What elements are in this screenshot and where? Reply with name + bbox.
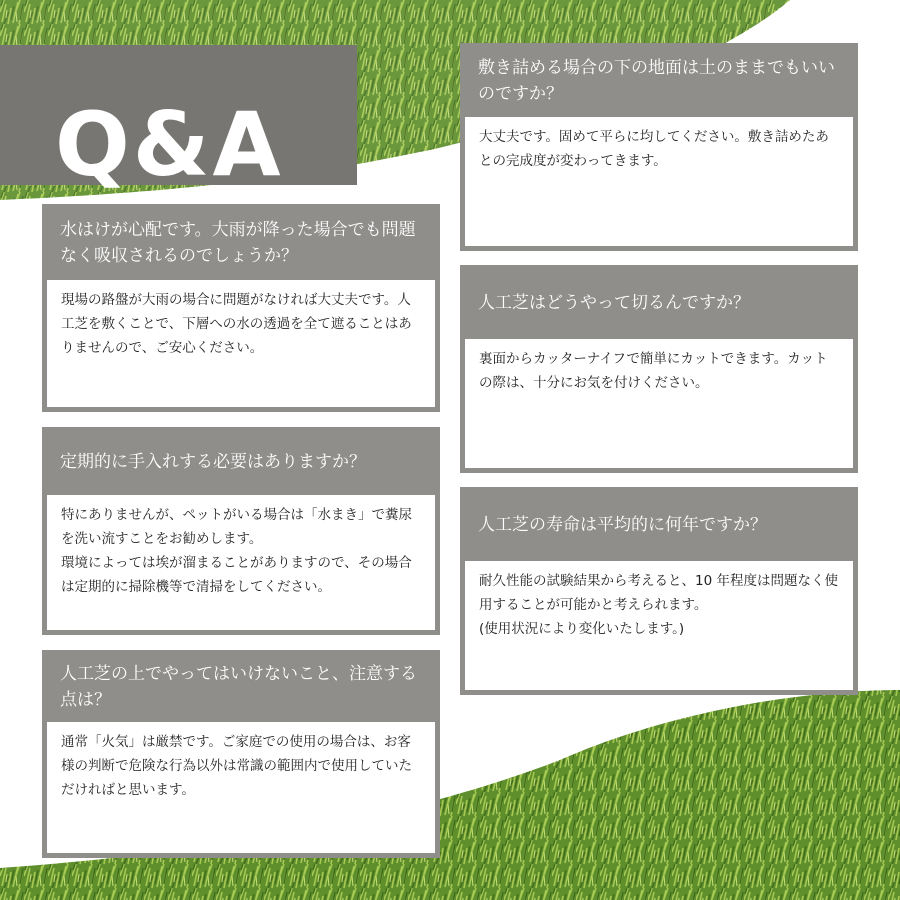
qa-card-drainage [42,204,440,412]
qa-card-cautions [42,650,440,858]
qa-card-ground [460,43,858,251]
answer-text: 通常「火気」は厳禁です。ご家庭での使用の場合は、お客様の判断で危険な行為以外は常識の範囲内で使用していただければと思います。 [47,722,435,853]
answer-text: 現場の路盤が大雨の場合に問題がなければ大丈夫です。人工芝を敷くことで、下層への水の透過を全て遮ることはありませんので、ご安心ください。 [47,280,435,407]
page-title: Q&A [55,93,284,196]
answer-text: 耐久性能の試験結果から考えると、10 年程度は問題なく使用することが可能かと考えられます。 (使用状況により変化いたします。) [465,561,853,690]
qa-card-cutting [460,265,858,473]
question-text: 敷き詰める場合の下の地面は土のままでもいいのですか？ [478,58,835,104]
question-text: 人工芝の寿命は平均的に何年ですか？ [478,515,767,535]
answer-text: 裏面からカッターナイフで簡単にカットできます。カットの際は、十分にお気を付けください。 [465,339,853,468]
answer-text: 特にありませんが、ペットがいる場合は「水まき」で糞尿を洗い流すことをお勧めします。 環境によっては埃が溜まることがありますので、その場合は定期的に掃除機等で清掃をしてください。 [47,495,435,630]
answer-text: 大丈夫です。固めて平らに均してください。敷き詰めたあとの完成度が変わってきます。 [465,117,853,246]
question-text: 定期的に手入れする必要はありますか？ [60,452,366,472]
question-text: 人工芝の上でやってはいけないこと、注意する点は？ [60,664,417,710]
question-text: 水はけが心配です。大雨が降った場合でも問題なく吸収されるのでしょうか？ [60,220,416,266]
qa-card-lifespan [460,487,858,695]
title-box [0,45,357,196]
question-text: 人工芝はどうやって切るんですか？ [478,293,750,313]
qa-card-maintenance [42,427,440,635]
